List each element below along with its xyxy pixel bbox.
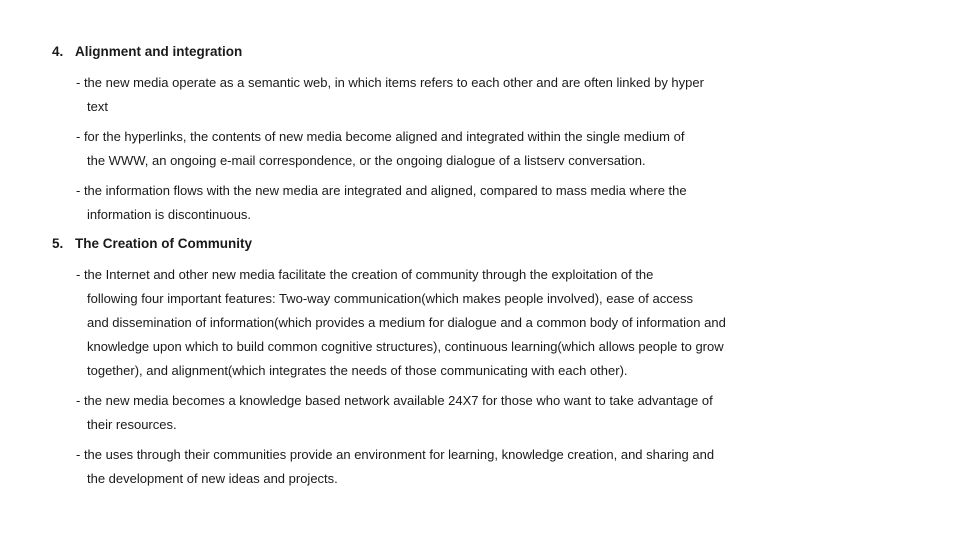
section-number: 4. [52, 44, 64, 59]
bullet-line: information is discontinuous. [87, 207, 252, 222]
bullet-paragraph [76, 71, 836, 119]
bullet-line: knowledge upon which to build common cognitive structures), continuous learning(which allows people to grow [87, 339, 724, 354]
bullet-line: - the Internet and other new media facilitate the creation of community through the exploitation of the [76, 267, 654, 282]
bullet-paragraph [76, 443, 836, 491]
section-heading [52, 236, 252, 251]
bullet-line: together), and alignment(which integrates the needs of those communicating with each other). [87, 363, 628, 378]
bullet-paragraph [76, 263, 836, 383]
bullet-line: and dissemination of information(which provides a medium for dialogue and a common body of information and [87, 315, 726, 330]
bullet-line: text [87, 99, 108, 114]
section-heading [52, 44, 242, 59]
bullet-paragraph [76, 125, 836, 173]
bullet-line: their resources. [87, 417, 177, 432]
bullet-line: - the new media becomes a knowledge based network available 24X7 for those who want to take advantage of [76, 393, 713, 408]
bullet-line: - the new media operate as a semantic web, in which items refers to each other and are often linked by hyper [76, 75, 704, 90]
bullet-line: - the uses through their communities provide an environment for learning, knowledge creation, and sharing and [76, 447, 715, 462]
bullet-line: - for the hyperlinks, the contents of new media become aligned and integrated within the single medium of [76, 129, 685, 144]
bullet-paragraph [76, 179, 836, 227]
section-title: The Creation of Community [75, 236, 253, 251]
bullet-line: following four important features: Two-way communication(which makes people involved), ease of access [87, 291, 693, 306]
section-title: Alignment and integration [75, 44, 243, 59]
bullet-line: - the information flows with the new media are integrated and aligned, compared to mass media where the [76, 183, 687, 198]
section-number: 5. [52, 236, 64, 251]
bullet-line: the WWW, an ongoing e-mail correspondence, or the ongoing dialogue of a listserv conversation. [87, 153, 646, 168]
bullet-line: the development of new ideas and projects. [87, 471, 338, 486]
bullet-paragraph [76, 389, 836, 437]
